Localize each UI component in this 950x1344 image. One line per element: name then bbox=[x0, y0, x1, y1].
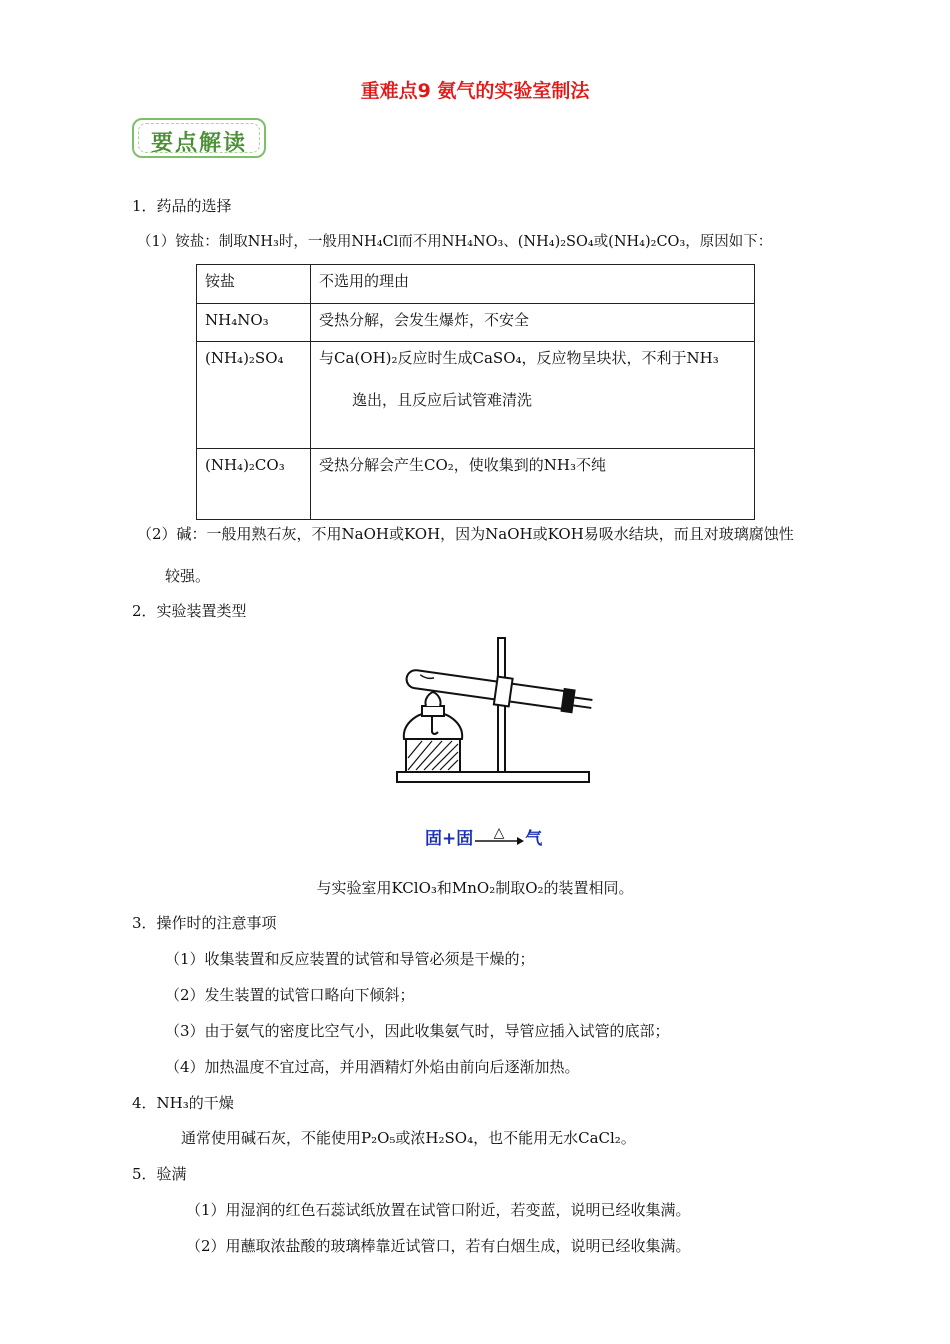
heat-arrow-icon bbox=[473, 827, 525, 851]
table-row bbox=[197, 304, 755, 342]
heading-2: 2．实验装置类型 bbox=[132, 602, 247, 620]
reaction-right: 气 bbox=[525, 829, 543, 849]
para-ammonium-salt: （1）铵盐：制取NH₃时，一般用NH₄Cl而不用NH₄NO₃、(NH₄)₂SO₄或(NH₄)₂CO₃，原因如下： bbox=[137, 234, 773, 250]
heading-1: 1．药品的选择 bbox=[132, 197, 232, 215]
drying-text: 通常使用碱石灰，不能使用P₂O₅或浓H₂SO₄，也不能用无水CaCl₂。 bbox=[181, 1129, 636, 1147]
list-item: （1）用湿润的红色石蕊试纸放置在试管口附近，若变蓝，说明已经收集满。 bbox=[186, 1201, 691, 1219]
section-badge bbox=[132, 118, 266, 158]
table-cell-salt: NH₄NO₃ bbox=[197, 304, 311, 342]
table-header-cell: 不选用的理由 bbox=[311, 265, 755, 304]
alcohol-lamp bbox=[404, 692, 462, 772]
heat-symbol: △ bbox=[493, 827, 505, 841]
apparatus-diagram bbox=[392, 636, 606, 786]
reaction-left: 固+固 bbox=[425, 829, 474, 849]
heading-4: 4．NH₃的干燥 bbox=[132, 1094, 234, 1112]
table-cell-reason: 受热分解会产生CO₂，使收集到的NH₃不纯 bbox=[311, 449, 755, 520]
heading-3: 3．操作时的注意事项 bbox=[132, 914, 277, 932]
table-cell-reason-cell bbox=[311, 342, 755, 449]
page-title: 重难点9 氨气的实验室制法 bbox=[360, 80, 590, 102]
table-row bbox=[197, 449, 755, 520]
table-cell-salt: (NH₄)₂SO₄ bbox=[197, 342, 311, 449]
ammonium-salt-table bbox=[196, 264, 755, 520]
list-item: （2）发生装置的试管口略向下倾斜； bbox=[165, 986, 415, 1004]
list-item: （4）加热温度不宜过高，并用酒精灯外焰由前向后逐渐加热。 bbox=[165, 1058, 580, 1076]
reaction-type-label bbox=[425, 824, 542, 851]
heading-5: 5．验满 bbox=[132, 1165, 187, 1183]
table-row bbox=[197, 342, 755, 449]
apparatus-caption: 与实验室用KClO₃和MnO₂制取O₂的装置相同。 bbox=[316, 879, 634, 897]
badge-label: 要点解读 bbox=[150, 131, 247, 156]
table-header-row bbox=[197, 265, 755, 304]
table-header-cell: 铵盐 bbox=[197, 265, 311, 304]
list-item: （2）用蘸取浓盐酸的玻璃棒靠近试管口，若有白烟生成，说明已经收集满。 bbox=[186, 1237, 691, 1255]
table-cell-reason-cont: 逸出，且反应后试管难清洗 bbox=[352, 391, 533, 409]
table-cell-reason: 受热分解，会发生爆炸，不安全 bbox=[311, 304, 755, 342]
para-base: （2）碱：一般用熟石灰，不用NaOH或KOH，因为NaOH或KOH易吸水结块，而且对玻璃腐蚀性 bbox=[137, 525, 794, 543]
table-cell-reason: 与Ca(OH)₂反应时生成CaSO₄，反应物呈块状，不利于NH₃ bbox=[319, 349, 719, 367]
para-base-cont: 较强。 bbox=[165, 567, 211, 585]
table-cell-salt: (NH₄)₂CO₃ bbox=[197, 449, 311, 520]
list-item: （1）收集装置和反应装置的试管和导管必须是干燥的； bbox=[165, 950, 535, 968]
stand-base bbox=[397, 772, 589, 782]
list-item: （3）由于氨气的密度比空气小，因此收集氨气时，导管应插入试管的底部； bbox=[165, 1022, 670, 1040]
